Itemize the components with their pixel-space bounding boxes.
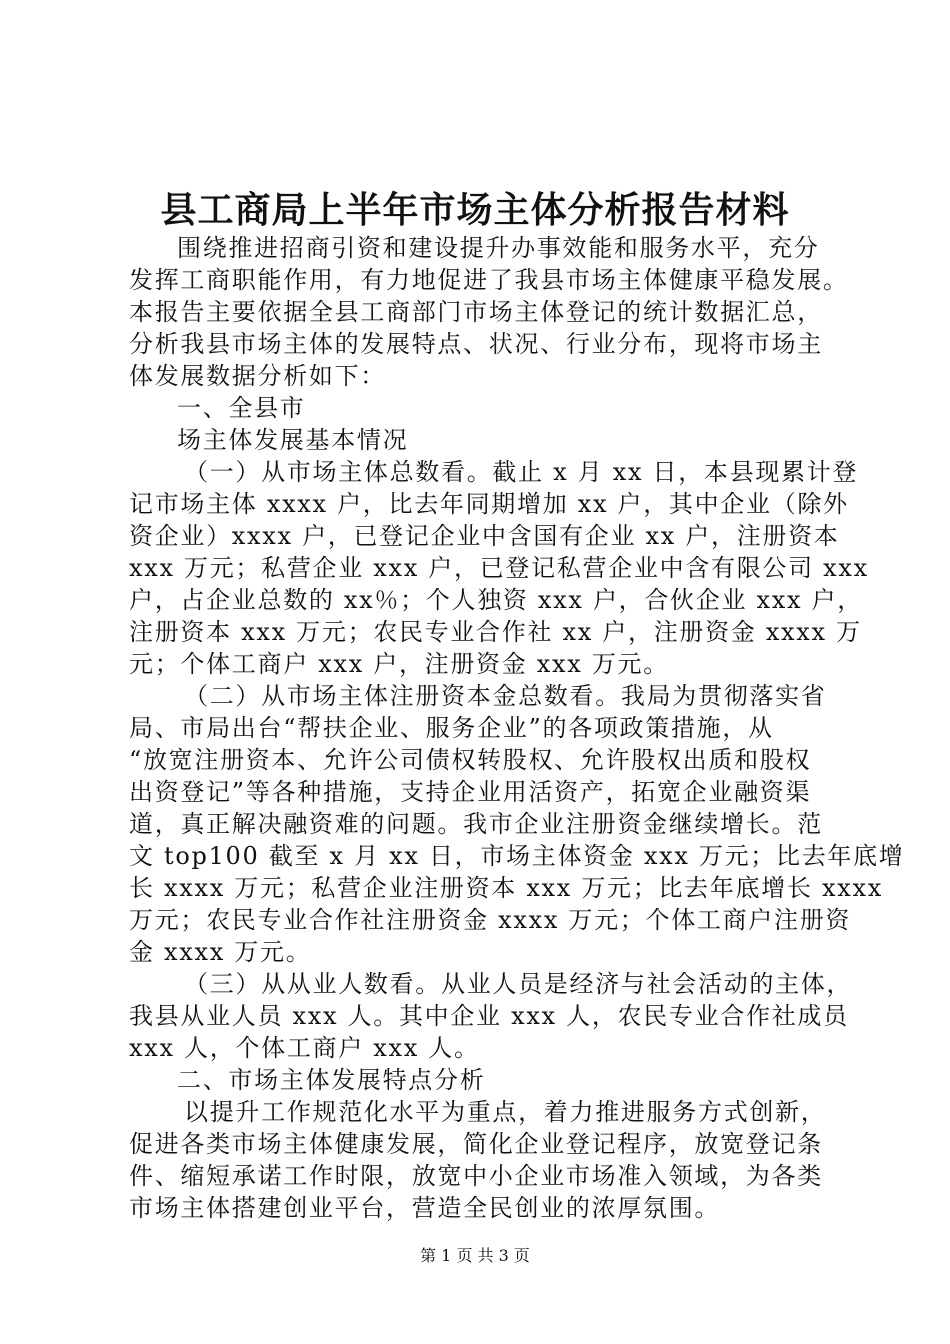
text-line: 元；个体工商户 xxx 户，注册资金 xxx 万元。: [129, 650, 669, 678]
text-line: （二）从市场主体注册资本金总数看。我局为贯彻落实省: [184, 682, 827, 710]
text-line: 体发展数据分析如下：: [129, 362, 386, 390]
section-heading-2: [129, 1064, 829, 1096]
text-line: 道，真正解决融资难的问题。我市企业注册资金继续增长。范: [129, 810, 823, 838]
text-line: 注册资本 xxx 万元；农民专业合作社 xx 户，注册资金 xxxx 万: [129, 618, 862, 646]
text-line: 围绕推进招商引资和建设提升办事效能和服务水平，充分: [177, 234, 820, 262]
text-line: 件、缩短承诺工作时限，放宽中小企业市场准入领域，为各类: [129, 1162, 823, 1190]
text-line: 一、全县市: [177, 394, 306, 422]
text-line: 出资登记”等各种措施，支持企业用活资产，拓宽企业融资渠: [129, 778, 812, 806]
text-line: 记市场主体 xxxx 户，比去年同期增加 xx 户，其中企业（除外: [129, 490, 849, 518]
text-line: 分析我县市场主体的发展特点、状况、行业分布，现将市场主: [129, 330, 823, 358]
text-line: （三）从从业人数看。从业人员是经济与社会活动的主体，: [184, 970, 853, 998]
paragraph-development-features: [129, 1096, 829, 1224]
text-line: 资企业）xxxx 户，已登记企业中含国有企业 xx 户，注册资本: [129, 522, 840, 550]
text-line: 以提升工作规范化水平为重点，着力推进服务方式创新，: [184, 1098, 827, 1126]
paragraph-employment: [129, 968, 853, 1064]
text-line: （一）从市场主体总数看。截止 x 月 xx 日，本县现累计登: [184, 458, 859, 486]
paragraph-market-total: [129, 456, 869, 680]
text-line: 场主体发展基本情况: [177, 426, 409, 454]
text-line: 长 xxxx 万元；私营企业注册资本 xxx 万元；比去年底增长 xxxx: [129, 874, 883, 902]
section-heading-1a: [129, 392, 829, 424]
text-line: 市场主体搭建创业平台，营造全民创业的浓厚氛围。: [129, 1194, 721, 1222]
text-line: xxx 人，个体工商户 xxx 人。: [129, 1034, 480, 1062]
text-line: 户，占企业总数的 xx％；个人独资 xxx 户，合伙企业 xxx 户，: [129, 586, 863, 614]
section-heading-1b: [129, 424, 829, 456]
text-line: 本报告主要依据全县工商部门市场主体登记的统计数据汇总，: [129, 298, 823, 326]
text-line: “放宽注册资本、允许公司债权转股权、允许股权出质和股权: [129, 746, 812, 774]
document-body: [129, 232, 905, 1224]
paragraph-intro: [129, 232, 849, 392]
text-line: 二、市场主体发展特点分析: [177, 1066, 486, 1094]
text-line: 万元；农民专业合作社注册资金 xxxx 万元；个体工商户注册资: [129, 906, 852, 934]
text-line: 文 top100 截至 x 月 xx 日，市场主体资金 xxx 万元；比去年底增: [129, 842, 905, 870]
text-line: 局、市局出台“帮扶企业、服务企业”的各项政策措施，从: [129, 714, 774, 742]
page-footer: 第 1 页 共 3 页: [420, 1246, 530, 1265]
paragraph-registered-capital: [129, 680, 905, 968]
document-title: 县工商局上半年市场主体分析报告材料: [160, 189, 790, 231]
text-line: 金 xxxx 万元。: [129, 938, 312, 966]
text-line: xxx 万元；私营企业 xxx 户，已登记私营企业中含有限公司 xxx: [129, 554, 869, 582]
text-line: 促进各类市场主体健康发展，简化企业登记程序，放宽登记条: [129, 1130, 823, 1158]
text-line: 我县从业人员 xxx 人。其中企业 xxx 人，农民专业合作社成员: [129, 1002, 849, 1030]
text-line: 发挥工商职能作用，有力地促进了我县市场主体健康平稳发展。: [129, 266, 849, 294]
